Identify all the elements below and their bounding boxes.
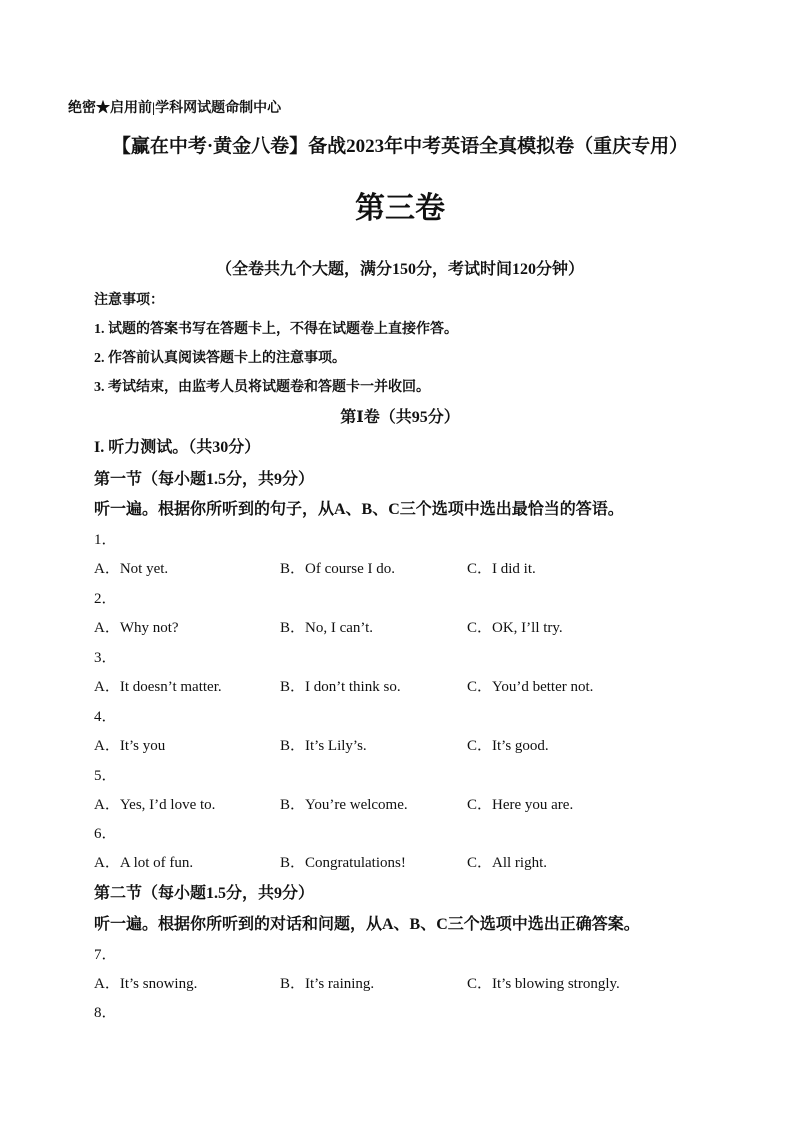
option-b: B．Of course I do. (280, 561, 395, 577)
section-instruction: 听一遍。根据你所听到的对话和问题，从A、B、C三个选项中选出正确答案。 (94, 916, 640, 933)
option-c: C．You’d better not. (467, 679, 594, 695)
option-c: C．All right. (467, 855, 548, 871)
option-a: A．Why not? (94, 620, 179, 636)
question-number: 1． (94, 532, 117, 548)
option-a: A．A lot of fun. (94, 855, 194, 871)
section-title: 第二节（每小题1.5分，共9分） (94, 885, 315, 902)
option-a: A．It’s snowing. (94, 976, 198, 992)
option-a: A．Yes, I’d love to. (94, 797, 216, 813)
question-number: 2． (94, 591, 117, 607)
exam-title: 【赢在中考·黄金八卷】备战2023年中考英语全真模拟卷（重庆专用） (111, 136, 689, 157)
option-b: B．You’re welcome. (280, 797, 408, 813)
part-title: 第Ⅰ卷（共95分） (340, 409, 460, 426)
option-b: B．Congratulations! (280, 855, 406, 871)
option-c: C．Here you are. (467, 797, 574, 813)
section-instruction: 听一遍。根据你所听到的句子，从A、B、C三个选项中选出最恰当的答语。 (94, 501, 624, 518)
listening-section-title: I. 听力测试。（共30分） (94, 439, 261, 456)
option-c: C．OK, I’ll try. (467, 620, 563, 636)
question-number: 6． (94, 826, 117, 842)
option-c: C．I did it. (467, 561, 536, 577)
volume-title: 第三卷 (355, 192, 445, 225)
question-number: 5． (94, 768, 117, 784)
notice-item: 3. 考试结束，由监考人员将试题卷和答题卡一并收回。 (94, 380, 430, 395)
option-b: B．It’s raining. (280, 976, 375, 992)
option-b: B．It’s Lily’s. (280, 738, 367, 754)
option-a: A．It’s you (94, 738, 166, 754)
option-a: A．Not yet. (94, 561, 169, 577)
question-number: 7． (94, 947, 117, 963)
notice-item: 1. 试题的答案书写在答题卡上，不得在试题卷上直接作答。 (94, 322, 458, 337)
question-number: 8． (94, 1005, 117, 1021)
confidential-note: 绝密★启用前|学科网试题命制中心 (68, 101, 282, 116)
option-a: A．It doesn’t matter. (94, 679, 222, 695)
question-number: 3． (94, 650, 117, 666)
question-number: 4． (94, 709, 117, 725)
option-b: B．No, I can’t. (280, 620, 374, 636)
option-c: C．It’s blowing strongly. (467, 976, 620, 992)
option-b: B．I don’t think so. (280, 679, 401, 695)
notice-heading: 注意事项： (94, 293, 164, 308)
section-title: 第一节（每小题1.5分，共9分） (94, 471, 315, 488)
option-c: C．It’s good. (467, 738, 549, 754)
notice-item: 2. 作答前认真阅读答题卡上的注意事项。 (94, 351, 346, 366)
exam-subtitle: （全卷共九个大题，满分150分，考试时间120分钟） (215, 261, 584, 278)
